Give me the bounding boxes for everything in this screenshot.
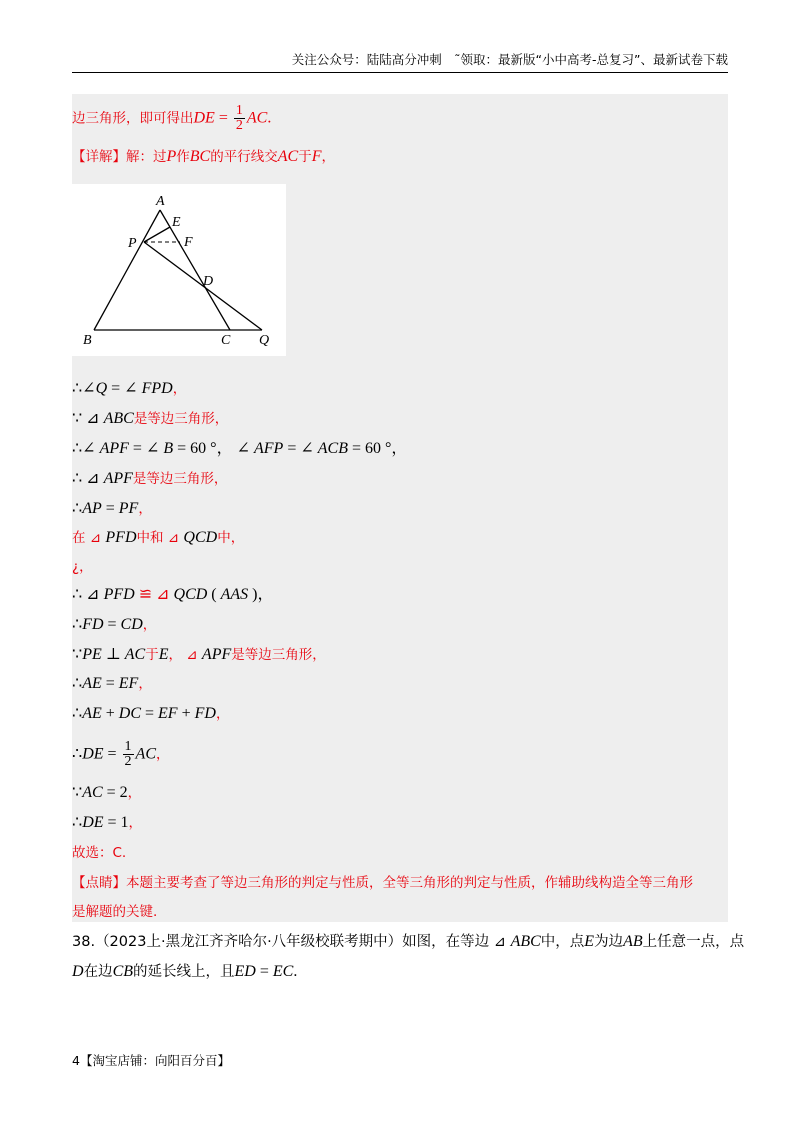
step-14 bbox=[72, 782, 141, 804]
math: = 60 °， bbox=[347, 440, 408, 457]
math: D bbox=[72, 963, 84, 980]
step-5 bbox=[72, 498, 152, 520]
math: BC bbox=[189, 148, 211, 165]
math: ∴ bbox=[72, 500, 83, 517]
math: = bbox=[103, 745, 121, 763]
math: AFP bbox=[253, 440, 284, 457]
math: E bbox=[158, 646, 169, 663]
math: = 1 bbox=[103, 814, 129, 831]
detail-line bbox=[72, 146, 335, 168]
solution-line-1 bbox=[72, 104, 271, 133]
math: ∵ ⊿ bbox=[72, 410, 104, 427]
math: PFD bbox=[103, 586, 135, 603]
math: EF bbox=[118, 675, 139, 692]
math: AC bbox=[246, 109, 268, 127]
math: = ∠ bbox=[107, 380, 142, 397]
label-f: F bbox=[184, 235, 193, 250]
step-15 bbox=[72, 812, 142, 834]
comment-line-2 bbox=[72, 901, 157, 923]
math: ∵ bbox=[72, 646, 83, 663]
label-c: C bbox=[221, 333, 231, 348]
math: FD bbox=[194, 705, 216, 722]
step-11 bbox=[72, 673, 152, 695]
math: . bbox=[293, 963, 298, 980]
math: = bbox=[101, 500, 119, 517]
text: ¿， bbox=[72, 559, 93, 575]
step-1 bbox=[72, 378, 186, 400]
math: ∴ bbox=[72, 616, 83, 633]
step-4 bbox=[72, 468, 227, 490]
math: CD bbox=[120, 616, 143, 633]
geometry-figure bbox=[72, 184, 286, 356]
text: 本题主要考查了等边三角形的判定与性质，全等三角形的判定与性质，作辅助线构造全等三角形 bbox=[126, 875, 693, 891]
math: = bbox=[101, 675, 119, 692]
math: AE bbox=[82, 705, 102, 722]
math: FPD bbox=[141, 380, 173, 397]
math: APF bbox=[99, 440, 129, 457]
comment-tag: 【点睛】 bbox=[72, 875, 126, 891]
step-12 bbox=[72, 703, 229, 725]
math: PE bbox=[82, 646, 102, 663]
side-ac bbox=[160, 210, 230, 330]
text: ， ⊿ bbox=[168, 647, 202, 663]
text: ， bbox=[127, 785, 142, 801]
label-q: Q bbox=[259, 333, 270, 348]
denominator: 2 bbox=[124, 754, 132, 769]
choice-line bbox=[72, 842, 126, 864]
math: + bbox=[177, 705, 195, 722]
math: AB bbox=[623, 933, 643, 950]
math: PF bbox=[118, 500, 139, 517]
step-2 bbox=[72, 408, 228, 430]
math: = ∠ bbox=[283, 440, 318, 457]
math: DC bbox=[118, 705, 141, 722]
step-13 bbox=[72, 740, 170, 769]
math: ED bbox=[234, 963, 256, 980]
math: AC bbox=[82, 784, 103, 801]
math: = bbox=[141, 705, 159, 722]
comment-line-1 bbox=[72, 872, 693, 894]
math: QCD bbox=[183, 529, 218, 546]
math: ∴ bbox=[72, 745, 83, 763]
math: ( bbox=[207, 586, 221, 603]
step-10 bbox=[72, 644, 326, 666]
label-a: A bbox=[156, 194, 165, 209]
math: AAS bbox=[220, 586, 249, 603]
fraction bbox=[234, 104, 245, 133]
math: APF bbox=[103, 470, 133, 487]
math: AC bbox=[124, 646, 146, 663]
step-7 bbox=[72, 556, 93, 578]
text: ， bbox=[215, 706, 230, 722]
page-footer: 4【淘宝店铺：向阳百分百】 bbox=[72, 1053, 230, 1068]
label-e: E bbox=[172, 215, 181, 230]
step-6 bbox=[72, 527, 244, 549]
math: DE bbox=[82, 745, 104, 763]
answer-choice: 故选：C. bbox=[72, 845, 127, 861]
math: ∴ ⊿ bbox=[72, 470, 104, 487]
question-38-line-2 bbox=[72, 961, 297, 983]
text: 上任意一点，点 bbox=[642, 934, 745, 950]
math: ABC bbox=[103, 410, 134, 427]
text: 中和 ⊿ bbox=[136, 530, 184, 546]
math: )， bbox=[248, 586, 274, 603]
text: 作 bbox=[176, 149, 190, 165]
numerator: 1 bbox=[235, 103, 243, 118]
text: ， bbox=[138, 676, 152, 692]
text: 是等边三角形， bbox=[231, 647, 326, 663]
math: APF bbox=[201, 646, 232, 663]
math: CB bbox=[112, 963, 134, 980]
math: = bbox=[103, 616, 121, 633]
math: PFD bbox=[105, 529, 137, 546]
text: ， bbox=[138, 501, 152, 517]
math: ∴ bbox=[72, 705, 83, 722]
numerator: 1 bbox=[124, 739, 132, 754]
math: ABC bbox=[510, 933, 541, 950]
math: = bbox=[255, 963, 273, 980]
fraction bbox=[123, 740, 134, 769]
math: = bbox=[214, 109, 232, 127]
math: F bbox=[311, 148, 322, 165]
text: 在边 bbox=[83, 964, 113, 980]
step-9 bbox=[72, 614, 156, 636]
side-ab bbox=[94, 210, 160, 330]
math: ACB bbox=[317, 440, 348, 457]
math: EC bbox=[272, 963, 294, 980]
math: AE bbox=[82, 675, 102, 692]
detail-tag: 【详解】 bbox=[72, 149, 126, 165]
step-3 bbox=[72, 438, 407, 460]
text: 的延长线上，且 bbox=[133, 964, 235, 980]
text: ， bbox=[128, 815, 143, 831]
label-b: B bbox=[83, 333, 92, 348]
math: QCD bbox=[173, 586, 208, 603]
step-8 bbox=[72, 584, 274, 606]
math: ∴ ⊿ bbox=[72, 586, 104, 603]
text: ， bbox=[172, 381, 187, 397]
math: = 60 °， ∠ bbox=[173, 440, 254, 457]
math: ∵ bbox=[72, 784, 83, 801]
text: 中， bbox=[217, 530, 245, 546]
math: ∴∠ bbox=[72, 380, 96, 397]
text: 是等边三角形， bbox=[132, 471, 228, 487]
math: DE bbox=[82, 814, 104, 831]
text: ， bbox=[156, 746, 170, 763]
math: DE bbox=[193, 109, 215, 127]
text: 中，点 bbox=[540, 934, 585, 950]
math: AC bbox=[135, 745, 156, 763]
text: 为边 bbox=[594, 934, 624, 950]
math: ≌ ⊿ bbox=[134, 586, 174, 603]
text: 是等边三角形， bbox=[133, 411, 229, 427]
math: Q bbox=[95, 380, 108, 397]
label-d: D bbox=[203, 274, 214, 289]
question-number: 38. bbox=[72, 934, 96, 950]
math: ∴∠ bbox=[72, 440, 100, 457]
math: = ∠ bbox=[128, 440, 164, 457]
line-pe bbox=[144, 227, 170, 242]
text: 在 ⊿ bbox=[72, 530, 106, 546]
math: AP bbox=[82, 500, 102, 517]
math: ∴ bbox=[72, 675, 83, 692]
math: P bbox=[166, 148, 177, 165]
math: AC bbox=[277, 148, 299, 165]
text: （2023上·黑龙江齐齐哈尔·八年级校联考期中）如图，在等边 ⊿ bbox=[95, 934, 511, 950]
math: . bbox=[267, 109, 272, 127]
text: 于 bbox=[145, 647, 159, 663]
question-38-line-1 bbox=[72, 931, 744, 953]
text: 于 bbox=[298, 149, 312, 165]
text: ， bbox=[321, 149, 335, 165]
page-header: 关注公众号：陆陆高分冲刺 ˜领取：最新版“小中高考-总复习”、最新试卷下载 bbox=[72, 50, 728, 73]
math: + bbox=[101, 705, 119, 722]
math: B bbox=[163, 440, 174, 457]
math: E bbox=[584, 933, 595, 950]
text: 解：过 bbox=[126, 149, 167, 165]
label-p: P bbox=[128, 236, 137, 251]
text: 是解题的关键. bbox=[72, 904, 158, 920]
math: FD bbox=[82, 616, 104, 633]
math: = 2 bbox=[102, 784, 128, 801]
text: 边三角形，即可得出 bbox=[72, 110, 194, 127]
math: ⊥ bbox=[101, 646, 125, 663]
triangle-diagram bbox=[72, 184, 286, 356]
math: ∴ bbox=[72, 814, 83, 831]
denominator: 2 bbox=[235, 118, 243, 133]
math: EF bbox=[158, 705, 178, 722]
text: ， bbox=[142, 617, 157, 633]
text: 的平行线交 bbox=[210, 149, 278, 165]
